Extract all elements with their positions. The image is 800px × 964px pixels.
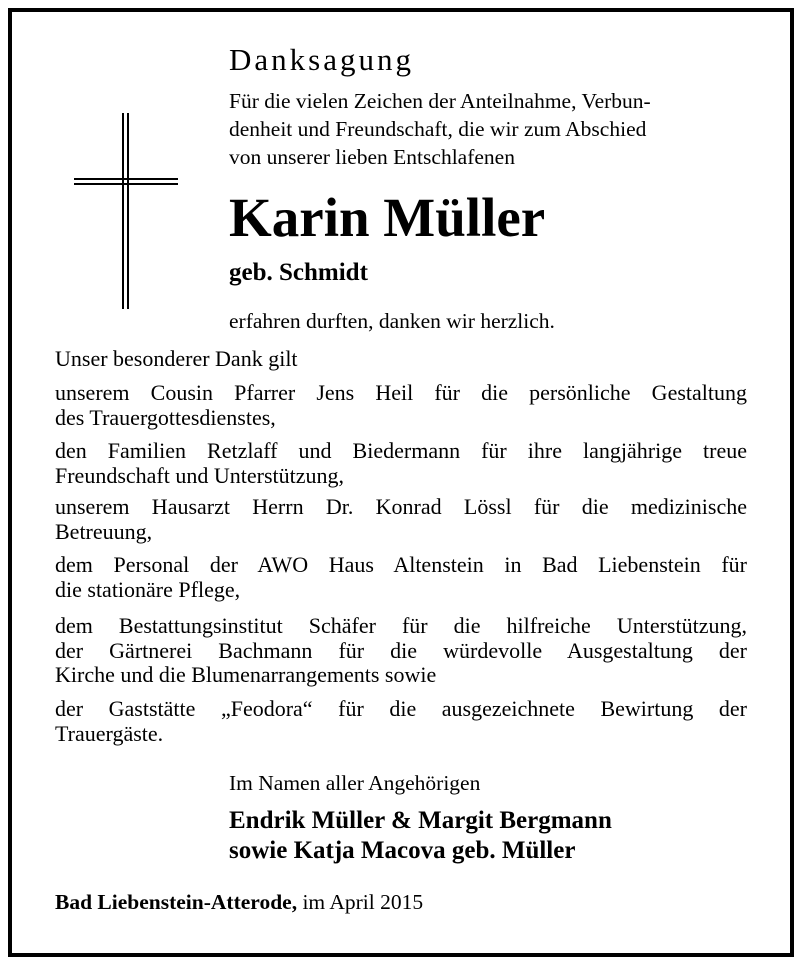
thanks-line: den Familien Retzlaff und Biedermann für ihre langjährige treue [55, 438, 747, 463]
thanks-line: der Gaststätte „Feodora“ für die ausgezeichnete Bewirtung der [55, 696, 747, 721]
thanks-line: Kirche und die Blumenarrangements sowie [55, 662, 437, 687]
thanks-line: dem Personal der AWO Haus Altenstein in Bad Liebenstein für [55, 552, 747, 577]
intro-line: von unserer lieben Entschlafenen [229, 145, 515, 169]
thanks-line: Freundschaft und Unterstützung, [55, 462, 344, 488]
place: Bad Liebenstein-Atterode, [55, 890, 298, 914]
signature-line: Endrik Müller & Margit Bergmann [229, 807, 612, 834]
thanks-line: dem Bestattungsinstitut Schäfer für die hilfreiche Unterstützung, [55, 613, 747, 638]
maiden-name: geb. Schmidt [229, 259, 368, 286]
thanks-paragraph [55, 439, 747, 488]
deceased-name: Karin Müller [229, 187, 546, 248]
thanks-heading-text: Unser besonderer Dank gilt [55, 346, 298, 371]
thanks-paragraph [55, 553, 747, 602]
intro-line: Für die vielen Zeichen der Anteilnahme, Verbun- [229, 89, 651, 113]
thanks-line: unserem Cousin Pfarrer Jens Heil für die persönliche Gestaltung [55, 380, 747, 405]
intro-closing: erfahren durften, danken wir herzlich. [229, 309, 555, 333]
thanks-paragraph [55, 495, 747, 544]
thanks-line: die stationäre Pflege, [55, 576, 241, 602]
thanks-paragraph [55, 697, 747, 746]
thanks-line: Trauergäste. [55, 720, 164, 746]
thanks-paragraph [55, 614, 747, 688]
notice-heading: Danksagung [229, 42, 414, 77]
thanks-line: Betreuung, [55, 518, 153, 544]
thanks-line: des Trauergottesdienstes, [55, 404, 276, 430]
thanks-line: unserem Hausarzt Herrn Dr. Konrad Lössl für die medizinische [55, 494, 747, 519]
signature-line: sowie Katja Macova geb. Müller [229, 837, 576, 864]
cross-icon [74, 113, 178, 313]
signature-intro: Im Namen aller Angehörigen [229, 771, 481, 795]
thanks-paragraph [55, 381, 747, 430]
thanks-heading [55, 347, 747, 372]
place-date [55, 887, 423, 917]
intro-line: denheit und Freundschaft, die wir zum Abschied [229, 117, 647, 141]
thanks-line: der Gärtnerei Bachmann für die würdevolle Ausgestaltung der [55, 637, 747, 663]
date: im April 2015 [302, 890, 424, 914]
intro-text [229, 87, 749, 171]
signature-names [229, 806, 612, 866]
